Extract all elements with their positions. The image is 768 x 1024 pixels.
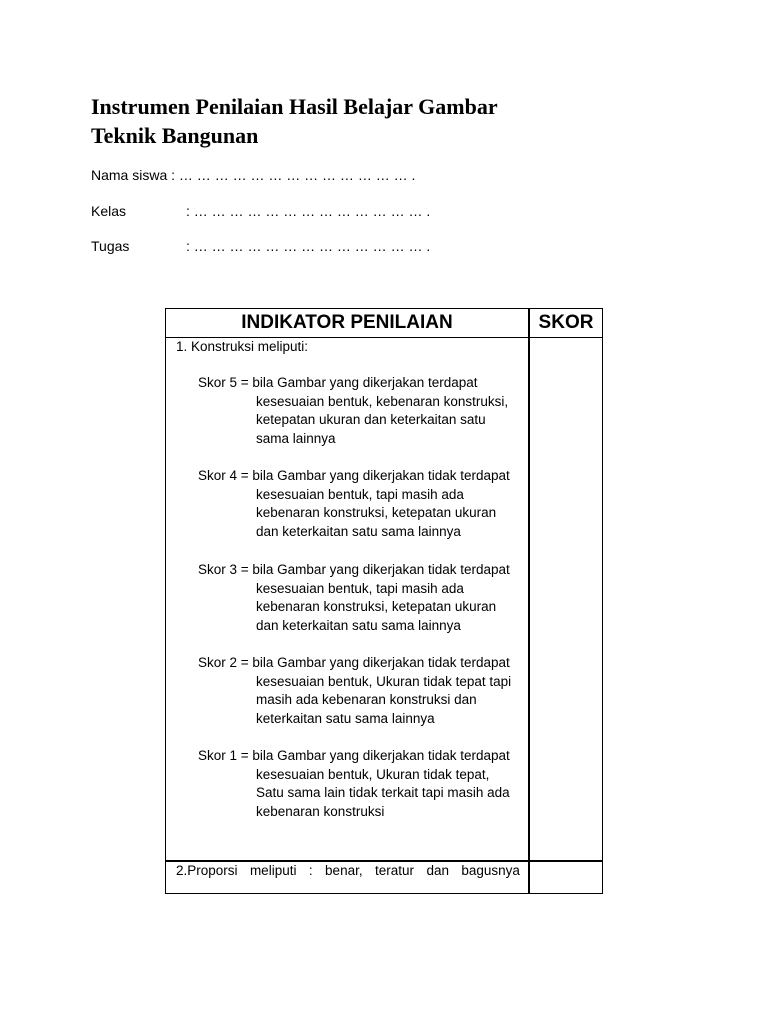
criterion-label: Skor 2 = bila Gambar yang dikerjakan tidak terdapat — [198, 655, 510, 670]
criterion-line: kesesuaian bentuk, Ukuran tidak tepat tapi — [256, 673, 512, 689]
field-kelas[interactable] — [91, 202, 430, 220]
item-2-word: teratur — [375, 863, 415, 878]
field-tugas[interactable] — [91, 237, 430, 255]
item-2-title — [176, 862, 520, 880]
criterion-skor-1 — [198, 747, 528, 822]
header-divider — [166, 337, 602, 338]
criterion-line: kesesuaian bentuk, kebenaran konstruksi, — [256, 393, 509, 409]
item-2-word: : — [308, 863, 313, 878]
field-blank: : … … … … … … … … … … … … … . — [186, 238, 431, 254]
criterion-line: sama lainnya — [256, 431, 336, 447]
criterion-line: dan keterkaitan satu sama lainnya — [256, 524, 461, 540]
field-blank: : … … … … … … … … … … … … … . — [186, 203, 431, 219]
criterion-label: Skor 4 = bila Gambar yang dikerjakan tidak terdapat — [198, 468, 510, 483]
criterion-line: Satu sama lain tidak terkait tapi masih ada — [256, 785, 510, 801]
criterion-skor-5 — [198, 374, 528, 449]
field-nama-siswa[interactable] — [91, 166, 415, 184]
document-title — [91, 92, 571, 150]
assessment-table — [165, 308, 603, 894]
criterion-line: keterkaitan satu sama lainnya — [256, 711, 435, 727]
criterion-label: Skor 3 = bila Gambar yang dikerjakan tidak terdapat — [198, 562, 510, 577]
item-2-word: bagusnya — [461, 863, 520, 878]
title-line-2: Teknik Bangunan — [91, 123, 259, 148]
criterion-line: kesesuaian bentuk, tapi masih ada — [256, 580, 464, 596]
field-blank: : … … … … … … … … … … … … … . — [171, 167, 416, 183]
title-line-1: Instrumen Penilaian Hasil Belajar Gambar — [91, 94, 498, 119]
criterion-line: kebenaran konstruksi, ketepatan ukuran — [256, 599, 497, 615]
criterion-line: kesesuaian bentuk, Ukuran tidak tepat, — [256, 766, 490, 782]
item-2-word: benar, — [325, 863, 363, 878]
field-label: Nama siswa — [91, 167, 168, 183]
header-score: SKOR — [538, 312, 594, 333]
criterion-label: Skor 5 = bila Gambar yang dikerjakan terdapat — [198, 375, 478, 390]
field-label: Tugas — [91, 238, 130, 254]
criterion-label: Skor 1 = bila Gambar yang dikerjakan tidak terdapat — [198, 748, 510, 763]
item-2-word: 2.Proporsi — [176, 863, 238, 878]
criterion-line: ketepatan ukuran dan keterkaitan satu — [256, 412, 486, 428]
criterion-skor-2 — [198, 654, 528, 729]
item-1-title: 1. Konstruksi meliputi: — [176, 339, 309, 354]
item-2-word: meliputi — [249, 863, 297, 878]
column-divider — [528, 309, 530, 893]
criterion-line: kebenaran konstruksi, ketepatan ukuran — [256, 505, 497, 521]
field-label: Kelas — [91, 203, 127, 219]
criterion-line: kebenaran konstruksi — [256, 804, 385, 820]
criterion-skor-3 — [198, 561, 528, 636]
criterion-line: kesesuaian bentuk, tapi masih ada — [256, 486, 464, 502]
criterion-skor-4 — [198, 467, 528, 542]
criterion-line: dan keterkaitan satu sama lainnya — [256, 618, 461, 634]
item-2-word: dan — [426, 863, 449, 878]
criterion-line: masih ada kebenaran konstruksi dan — [256, 692, 477, 708]
header-indicator: INDIKATOR PENILAIAN — [241, 312, 453, 333]
